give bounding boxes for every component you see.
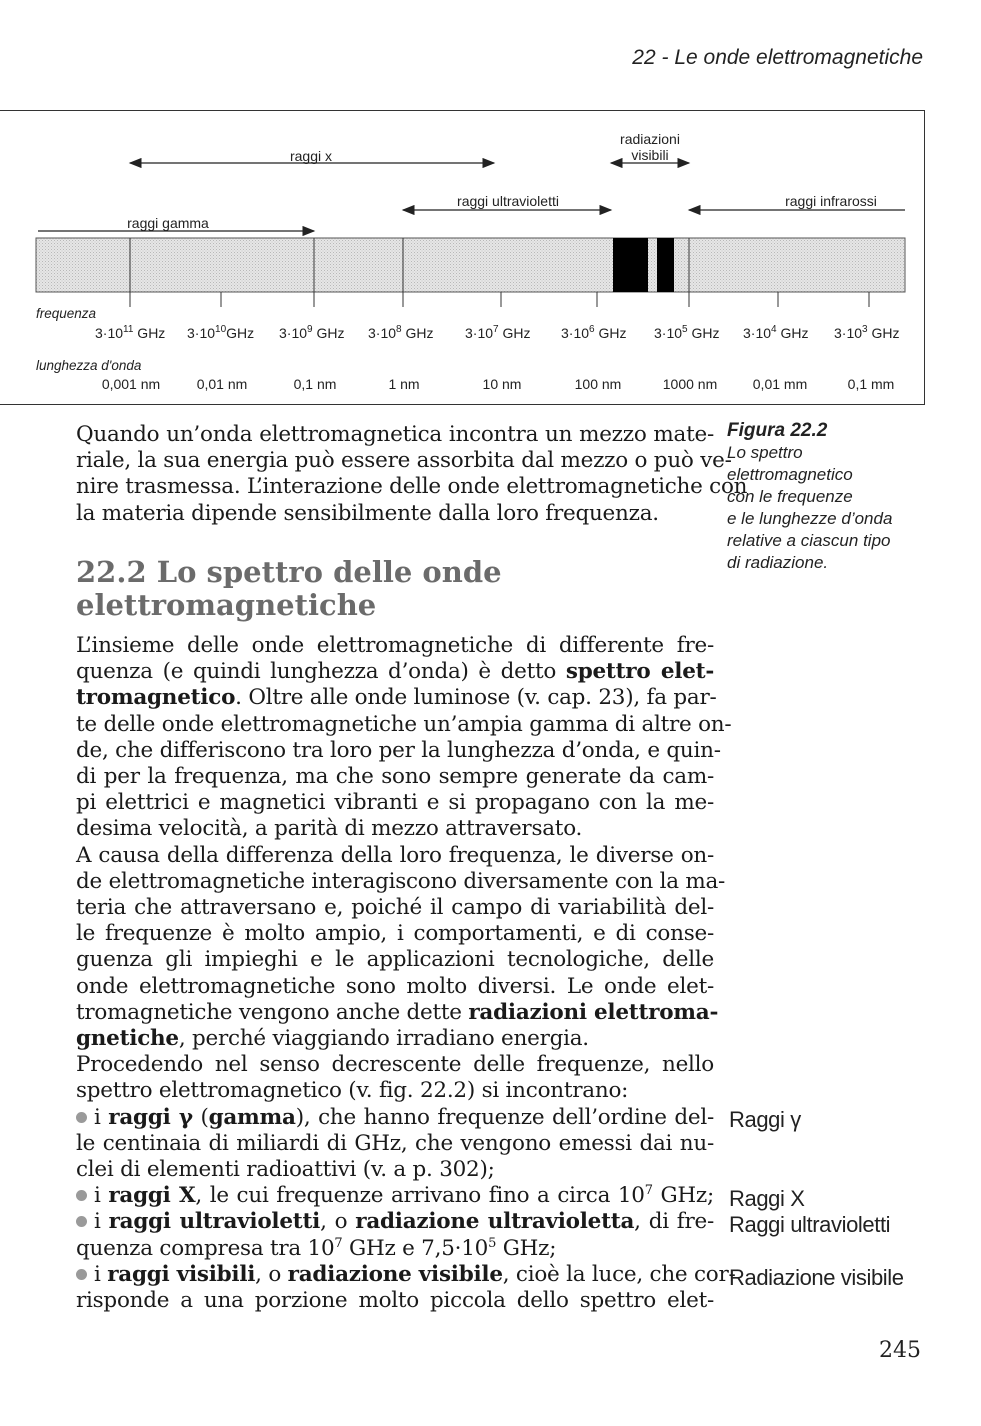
text-line: la materia dipende sensibilmente dalla loro frequenza. <box>76 500 659 526</box>
text-line: Quando un’onda elettromagnetica incontra un mezzo mate- <box>76 422 714 447</box>
spectrum-bar <box>36 238 905 292</box>
term-spettro-cont: tromagnetico <box>76 685 236 711</box>
wl-tick-2: 0,1 nm <box>293 376 337 392</box>
spectrum-diagram <box>0 111 925 406</box>
bullet-uv: i raggi ultravioletti, o radiazione ultravioletta, di fre- <box>76 1209 714 1235</box>
bullet-dot <box>76 1112 87 1123</box>
wl-tick-3: 1 nm <box>388 376 420 392</box>
ir-band-label: raggi infrarossi <box>785 193 877 209</box>
freq-tick-2: $3\cdot 10^9$ GHz <box>279 324 345 341</box>
freq-tick-5: $3\cdot 10^6$ GHz <box>561 324 627 341</box>
freq-tick-8: $3\cdot 10^3$ GHz <box>834 324 900 341</box>
text-line: Procedendo nel senso decrescente delle frequenze, nello <box>76 1052 714 1078</box>
section-title-line: elettromagnetiche <box>76 588 377 622</box>
freq-tick-4: $3\cdot 10^7$ GHz <box>465 324 531 341</box>
wavelength-label: lunghezza d'onda <box>36 358 142 373</box>
wl-tick-8: 0,1 mm <box>847 376 895 392</box>
wl-tick-4: 10 nm <box>482 376 522 392</box>
xray-band-label: raggi x <box>289 148 333 164</box>
text-line: le frequenze è molto ampio, i comportamenti, e di conse- <box>76 921 714 947</box>
wl-tick-6: 1000 nm <box>662 376 718 392</box>
text-line: teria che attraversano e, poiché il campo di variabilità del- <box>76 895 714 921</box>
wl-tick-7: 0,01 mm <box>752 376 808 392</box>
margin-label-x: Raggi X <box>729 1186 805 1211</box>
freq-tick-7: $3\cdot 10^4$ GHz <box>743 324 809 341</box>
visible-band-label: radiazioni <box>620 131 680 147</box>
margin-label-uv: Raggi ultravioletti <box>729 1212 891 1237</box>
text-line: clei di elementi radioattivi (v. a p. 302); <box>76 1157 495 1183</box>
page-number: 245 <box>879 1338 921 1363</box>
text-line: de, che differiscono tra loro per la lunghezza d’onda, e quin- <box>76 737 721 763</box>
text-line: quenza compresa tra $10^7$ GHz e $7,5\cdot 10^5$ GHz; <box>76 1235 557 1261</box>
text-line: spettro elettromagnetico (v. fig. 22.2) si incontrano: <box>76 1078 629 1104</box>
text-line: quenza (e quindi lunghezza d’onda) è detto spettro elet- <box>76 659 714 685</box>
freq-tick-3: $3\cdot 10^8$ GHz <box>368 324 434 341</box>
text-line: onde elettromagnetiche sono molto diversi. Le onde elet- <box>76 973 714 999</box>
figure-caption <box>727 420 927 574</box>
text-line: A causa della differenza della loro frequenza, le diverse on- <box>76 842 714 868</box>
caption-title: Figura 22.2 <box>727 420 828 441</box>
uv-band-label: raggi ultravioletti <box>457 193 559 209</box>
frequency-label: frequenza <box>36 306 97 321</box>
text-line: di per la frequenza, ma che sono sempre generate da cam- <box>76 764 714 790</box>
frequency-ticks <box>95 324 899 341</box>
caption-line: e le lunghezze d’onda <box>727 509 893 528</box>
text-line: le centinaia di miliardi di GHz, che vengono emessi dai nu- <box>76 1130 714 1156</box>
freq-tick-6: $3\cdot 10^5$ GHz <box>654 324 720 341</box>
visible-band-block-2 <box>657 238 674 292</box>
text-line: risponde a una porzione molto piccola dello spettro elet- <box>76 1288 714 1314</box>
bullet-gamma: i raggi γ (gamma), che hanno frequenze dell’ordine del- <box>76 1105 714 1131</box>
text-line: te delle onde elettromagnetiche un’ampia gamma di altre on- <box>76 711 732 737</box>
term-radiazioni: radiazioni elettroma- <box>468 999 719 1025</box>
wl-tick-1: 0,01 nm <box>196 376 248 392</box>
term-radiazioni-cont: gnetiche <box>76 1026 179 1052</box>
text-line: desima velocità, a parità di mezzo attraversato. <box>76 816 583 842</box>
freq-tick-1: $3\cdot 10^{10}GHz$ <box>187 324 255 341</box>
main-body <box>76 633 736 1314</box>
text-line: riale, la sua energia può essere assorbita dal mezzo o può ve- <box>76 448 732 474</box>
caption-line: di radiazione. <box>727 553 829 572</box>
gamma-band-label: raggi gamma <box>127 215 209 231</box>
text-line: tromagnetiche vengono anche dette radiazioni elettroma- <box>76 999 719 1025</box>
bullet-dot <box>76 1216 87 1227</box>
bullet-dot <box>76 1269 87 1280</box>
term-spettro: spettro elet- <box>565 659 714 685</box>
visible-band-block-1 <box>613 238 648 292</box>
section-title-line: 22.2 Lo spettro delle onde <box>76 555 502 589</box>
text-line: nire trasmessa. L’interazione delle onde elettromagnetiche con <box>76 474 748 500</box>
text-line: guenza gli impieghi e le applicazioni tecnologiche, delle <box>76 947 714 973</box>
wavelength-ticks <box>102 376 895 392</box>
intro-paragraph <box>76 422 748 527</box>
margin-label-gamma: Raggi γ <box>729 1107 801 1132</box>
caption-line: elettromagnetico <box>727 465 853 484</box>
caption-line: Lo spettro <box>727 443 803 462</box>
text-line: pi elettrici e magnetici vibranti e si propagano con la me- <box>76 790 714 816</box>
spectrum-figure <box>0 110 925 405</box>
running-head: 22 - Le onde elettromagnetiche <box>632 46 923 69</box>
text-line: L’insieme delle onde elettromagnetiche di differente fre- <box>76 633 714 658</box>
bullet-xray: i raggi X, le cui frequenze arrivano fino a circa $10^7$ GHz; <box>76 1183 714 1209</box>
bullet-visible: i raggi visibili, o radiazione visibile, cioè la luce, che cor- <box>76 1262 714 1288</box>
caption-line: con le frequenze <box>727 487 853 506</box>
text-line: de elettromagnetiche interagiscono diversamente con la ma- <box>76 868 726 894</box>
freq-tick-0: $3\cdot 10^{11}$ GHz <box>95 324 166 341</box>
wl-tick-5: 100 nm <box>574 376 622 392</box>
visible-band-label-2: visibili <box>631 147 669 163</box>
section-title <box>76 556 716 622</box>
text-line: tromagnetico. Oltre alle onde luminose (v. cap. 23), fa par- <box>76 685 717 711</box>
bullet-dot <box>76 1190 87 1201</box>
caption-line: relative a ciascun tipo <box>727 531 891 550</box>
margin-label-visible: Radiazione visibile <box>729 1265 904 1290</box>
text-line: gnetiche, perché viaggiando irradiano energia. <box>76 1026 589 1052</box>
wl-tick-0: 0,001 nm <box>101 376 161 392</box>
